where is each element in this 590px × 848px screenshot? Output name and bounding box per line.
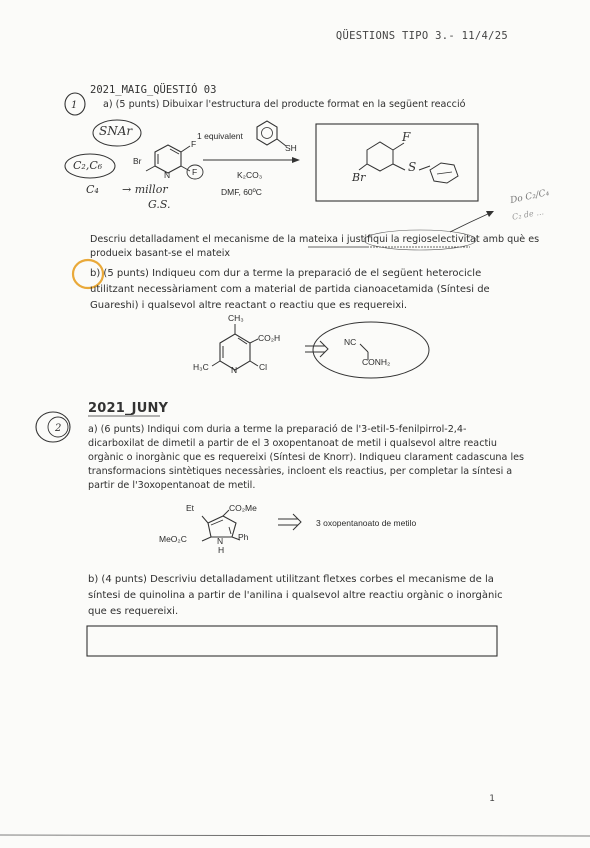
- millor-note: → millor: [122, 183, 168, 196]
- left-f1-label: F: [191, 139, 197, 149]
- benzene-ring: [257, 121, 277, 145]
- page-number: 1: [489, 794, 495, 804]
- q2-title: 2021_JUNY: [88, 401, 169, 416]
- product-br-label: Br: [352, 171, 366, 184]
- mol-n-label: N: [231, 365, 238, 375]
- margin-note-2: C₂ de ...: [511, 207, 545, 222]
- sh-label: SH: [285, 143, 297, 153]
- q2-a-line5: partir de l'3oxopentanoat de metil.: [88, 480, 256, 491]
- pyrrole-meo2c-label: MeO₂C: [159, 534, 187, 544]
- cyanoacetamide-circle: [313, 322, 429, 378]
- q2-a-line3: orgànic o inorgànic que es requereixi (Síntesi de Knorr). Indiqueu clarament cadascuna les: [88, 452, 525, 463]
- q2-a-line1: a) (6 punts) Indiqui com duria a terme la preparació de l'3-etil-5-fenilpirrol-2,4-: [88, 424, 467, 435]
- left-pyridine-ring: [155, 145, 181, 173]
- nc-label: NC: [344, 337, 357, 347]
- pyrrole-n-label: N: [217, 536, 224, 546]
- left-f2-label: F: [192, 167, 198, 177]
- q2-b-line2: síntesi de quinolina a partir de l'anilina i qualsevol altre reactiu orgànic o inorgànic: [88, 590, 503, 601]
- pyrrole-ph-label: Ph: [238, 532, 249, 542]
- snar-note: SNAr: [99, 124, 133, 138]
- conh2-label: CONH₂: [362, 357, 391, 367]
- gs-note: G.S.: [148, 198, 171, 211]
- mol-cl-label: Cl: [259, 362, 268, 372]
- q1-b-line2: utilitzant necessàriament com a material de partida cianoacetamida (Síntesi de: [90, 284, 490, 295]
- margin-note-1: Do C₂/C₄: [509, 188, 551, 206]
- pyrrole-co2me-label: CO₂Me: [229, 503, 257, 513]
- q1-desc-line1: Descriu detalladament el mecanisme de la mateixa i justifiqui la regioselectivitat amb què es: [90, 234, 540, 245]
- mol-ch3-label: CH₃: [228, 313, 244, 323]
- c2c6-note: C₂,C₆: [73, 159, 103, 172]
- circled-number-1-text: 1: [71, 100, 78, 111]
- reagent-label: 1 equivalent: [197, 131, 243, 141]
- answer-box: [87, 626, 497, 656]
- q1-b-line3: Guareshi) i qualsevol altre reactant o reactiu que es requereixi.: [90, 300, 408, 311]
- q1-desc-line2: produeix basant-se el mateix: [90, 248, 231, 259]
- left-n-label: N: [164, 170, 171, 180]
- left-br-label: Br: [133, 156, 142, 166]
- product-s-label: S: [408, 160, 417, 174]
- q1-a-text: a) (5 punts) Dibuixar l'estructura del producte format en la següent reacció: [103, 99, 466, 110]
- c4-note: C₄: [86, 183, 99, 196]
- q1-title: 2021_MAIG_QÜESTIÓ 03: [90, 84, 217, 96]
- condition-base: K₂CO₃: [237, 170, 263, 180]
- q2-b-line3: que es requereixi.: [88, 606, 179, 617]
- svg-text:2: 2: [55, 423, 62, 434]
- pyrrole-h-label: H: [218, 545, 225, 555]
- q2-a-line4: transformacions sintètiques necessàries, incloent els reactius, per completar la síntesi a: [88, 466, 513, 477]
- pyrrole-ring: [208, 516, 236, 537]
- mol-h3c-label: H₃C: [193, 362, 209, 372]
- product-box: [316, 124, 478, 201]
- page-header: QÜESTIONS TIPO 3.- 11/4/25: [335, 30, 508, 42]
- pyrrole-et-label: Et: [186, 503, 195, 513]
- target-compound-label: 3 oxopentanoato de metilo: [316, 518, 417, 528]
- product-f-label: F: [402, 130, 411, 144]
- circled-number-2: [36, 412, 70, 442]
- q2-b-line1: b) (4 punts) Descriviu detalladament utilitzant fletxes corbes el mecanisme de la: [88, 574, 494, 585]
- q2-a-line2: dicarboxilat de dimetil a partir de el 3 oxopentanoat de metil i qualsevol altre reactiu: [88, 438, 497, 449]
- mol-co2h-label: CO₂H: [258, 333, 281, 343]
- q1-b-line1: b) (5 punts) Indiqueu com dur a terme la preparació de el següent heterocicle: [90, 268, 482, 279]
- condition-solvent: DMF, 60ºC: [221, 187, 262, 197]
